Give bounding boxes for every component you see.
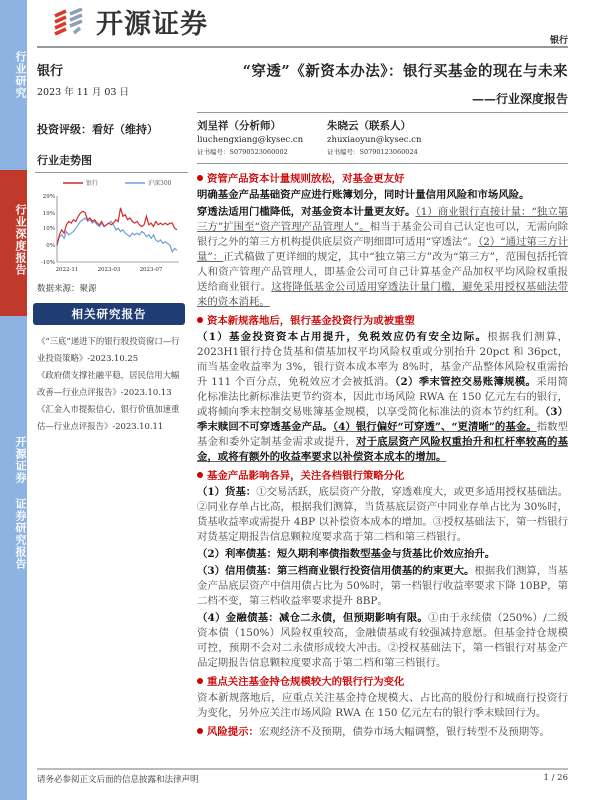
- title-divider: [197, 112, 568, 113]
- key-point: 对于底层资产风险权重抬升和杠杆率较高的基金，或将有额外的收益率要求以补偿资本成本的增加。: [197, 436, 568, 463]
- industry-tag: 银行: [549, 36, 568, 46]
- investment-rating: 投资评级：看好（维持）: [37, 123, 158, 136]
- related-report-item[interactable]: 《政府债支撑社融平稳，居民信用大幅改善—行业点评报告》-2023.10.13: [37, 370, 180, 397]
- header-divider: [37, 46, 568, 48]
- x-tick-label: 2023-07: [139, 267, 163, 273]
- series-line-csi300: [57, 218, 177, 252]
- key-point: （4）银行偏好“可穿透”、“更清晰”的基金。: [332, 421, 537, 433]
- key-point: 穿透法适用门槛降低，对基金资本计量更友好。: [197, 206, 416, 218]
- sidebar: [0, 0, 27, 800]
- section-heading: [197, 314, 568, 329]
- x-tick-label: 2023-03: [97, 267, 121, 273]
- report-date: 2023 年 11 月 03 日: [37, 87, 129, 98]
- section-heading: [197, 172, 568, 187]
- key-point: （4）金融债基：减仓二永债，但预期影响有限。: [197, 612, 429, 624]
- text-segment: 资本新规落地后，应重点关注基金持仓规模大、占比高的股份行和城商行投资行为变化，另外应关注市场风险 RWA 在 150 亿元左右的银行季末赎回行为。: [197, 692, 568, 719]
- section-heading-text: 资管产品资本计量规则放松，对基金更友好: [207, 173, 405, 185]
- author-1: [197, 120, 303, 157]
- section-heading: [197, 469, 568, 484]
- text-segment: 这将降低基金公司适用穿透法计量门槛，避免采用授权基础法带来的资本消耗。: [197, 281, 569, 308]
- key-point: （2）季末管控交易账簿规模。: [395, 376, 537, 388]
- author-name: 刘呈祥（分析师）: [197, 120, 281, 132]
- risk-text: 宏观经济不及预期，债券市场大幅调整，银行转型不及预期等。: [258, 726, 550, 738]
- footer-disclaimer: 请务必参阅正文后面的信息披露和法律声明: [37, 775, 199, 785]
- section-heading-text: 基金产品影响各异，关注各档银行策略分化: [207, 470, 405, 482]
- text-segment: 采用简化标准法比新标准法更节约资本，因此市场风险 RWA 在 150 亿元左右的银行，或将倾向季末控制交易账簿基金规模，以享受简化标准法的资本节约红利。: [197, 376, 569, 418]
- section-heading: [197, 675, 568, 690]
- sidebar-label-top: 行业研究: [14, 51, 27, 99]
- y-tick-label: 0%: [46, 243, 55, 250]
- text-segment: （2）“通过第三方计量”：: [197, 236, 568, 263]
- section-heading-text: 资本新规落地后，银行基金投资行为或被重塑: [207, 315, 415, 327]
- bullet-icon: [197, 678, 203, 684]
- x-tick-label: 2022-11: [55, 267, 79, 273]
- sidebar-label-middle: 行业深度报告: [14, 204, 27, 276]
- paragraph: [197, 205, 568, 310]
- report-title: “穿透”《新资本办法》：银行买基金的现在与未来: [242, 63, 568, 80]
- y-tick-label: 19%: [42, 210, 55, 217]
- paragraph: [197, 564, 568, 609]
- trend-title: 行业走势图: [37, 154, 92, 167]
- paragraph: [197, 188, 568, 203]
- related-report-item[interactable]: 《“三底”递进下的银行股投资窗口—行业投资策略》-2023.10.25: [37, 336, 180, 363]
- author-cert: 证书编号：S0790523060002: [197, 148, 288, 156]
- text-segment: 根据我们测算，当基金产品底层资产中信用债占比为 50%时，第一档银行收益率要求下降 10BP，第二档不变，第三档收益率要求提升 8BP。: [197, 565, 569, 607]
- key-point: （3）信用债基：第三档商业银行投资信用债基的約束更大。: [197, 565, 475, 577]
- data-source: 数据来源：聚源: [37, 284, 97, 294]
- related-reports-header: 相关研究报告: [33, 303, 185, 325]
- key-point: （1）货基：: [197, 486, 257, 498]
- report-subtitle: ——行业深度报告: [471, 92, 568, 106]
- sidebar-label-bottom: 开源证券 证券研究报告: [14, 436, 27, 570]
- author-email[interactable]: liuchengxiang@kysec.cn: [197, 135, 304, 145]
- bullet-icon: [197, 728, 203, 734]
- text-segment: ①交易活跃，底层资产分散，穿透难度大，或更多适用授权基础法。②同业存单占比高，根据我们测算，当货基底层资产中同业存单占比为 30%时，货基收益率或需提升 4BP 以补偿资本成本的增加。③授权基础法下，第一档银行对货基定期报告信息颗粒度要求高于第二档和第三档银行。: [197, 486, 568, 543]
- text-segment: 相当于基金公司自己认定也可以，无需向除银行之外的第三方机构提供底层资产明细即可适用“穿透法”。: [197, 221, 568, 248]
- logo-text: 开源证券: [96, 9, 208, 40]
- key-point: （2）利率债基：短久期利率债指数型基金与货基比价效应抬升。: [197, 548, 496, 560]
- industry-name: 银行: [37, 64, 64, 79]
- y-tick-label: 10%: [42, 226, 55, 233]
- industry-trend-chart: [33, 176, 183, 276]
- footer-divider: [37, 768, 568, 770]
- paragraph: [197, 691, 568, 721]
- y-tick-label: -10%: [40, 260, 55, 266]
- text-segment: 指数型基金和委外定制基金需求或提升，: [197, 421, 569, 448]
- key-point: （1）基金投资资本占用提升，免税效应仍有安全边际。: [197, 331, 488, 343]
- author-divider: [197, 163, 568, 164]
- text-segment: 正式稿做了更详细的规定，其中“独立第三方”改为“第三方”，范围包括托管人和资产管理产品管理人，即基金公司可自己计算基金产品加权平均风险权重报送给商业银行。: [197, 251, 568, 293]
- author-cert: 证书编号：S0790123060024: [327, 148, 418, 156]
- company-logo: [52, 2, 208, 41]
- related-reports-list: [37, 333, 187, 435]
- key-point: 明确基金产品基础资产应进行账簿划分，同时计量信用风险和市场风险。: [197, 189, 530, 201]
- paragraph: [197, 330, 568, 465]
- paragraph: [197, 611, 568, 671]
- bullet-icon: [197, 472, 203, 478]
- risk-warning: [197, 725, 568, 740]
- logo-mark-icon: [52, 8, 88, 36]
- bullet-icon: [197, 175, 203, 181]
- text-segment: 根据我们测算，2023H1银行持仓货基和债基加权平均风险权重或分别抬升 20pct 和 36pct，而当基金收益率为 3%，银行资本成本率为 8%时，基金产品整体风险权重需抬升 111 个百分点，免税效应才会被抵消。: [197, 331, 568, 388]
- author-2: [327, 120, 421, 157]
- key-point: （3）季末赎回不可穿透基金产品。: [197, 406, 569, 433]
- series-line-bank: [57, 208, 177, 245]
- legend-label: 沪深300: [148, 180, 172, 187]
- author-email[interactable]: zhuxiaoyun@kysec.cn: [327, 135, 422, 145]
- text-segment: ①由于永续债（250%）/二级资本债（150%）风险权重较高，金融债基或有较强减持意愿。但基金持仓规模可控，预期不会对二永债形成较大冲击。②授权基础法下，第一档银行对基金产品定期报告信息颗粒度要求高于第二档和第三档银行。: [197, 612, 568, 669]
- y-tick-label: 29%: [42, 194, 55, 200]
- page-number: 1 / 26: [543, 773, 568, 783]
- legend-label: 银行: [86, 180, 99, 187]
- paragraph: [197, 547, 568, 562]
- trend-divider: [35, 172, 188, 173]
- section-heading-text: 重点关注基金持仓规模较大的银行行为变化: [207, 676, 405, 688]
- text-segment: （1）商业银行直接计量：“独立第三方”扩围至“资产管理产品管理人”。: [197, 206, 569, 233]
- related-report-item[interactable]: 《汇金入市提振信心，银行价值加速重估—行业点评报告》-2023.10.11: [37, 404, 180, 431]
- paragraph: [197, 485, 568, 545]
- bullet-icon: [197, 317, 203, 323]
- risk-label: 风险提示：: [207, 726, 259, 738]
- report-summary: [197, 168, 568, 741]
- author-name: 朱晓云（联系人）: [327, 120, 411, 132]
